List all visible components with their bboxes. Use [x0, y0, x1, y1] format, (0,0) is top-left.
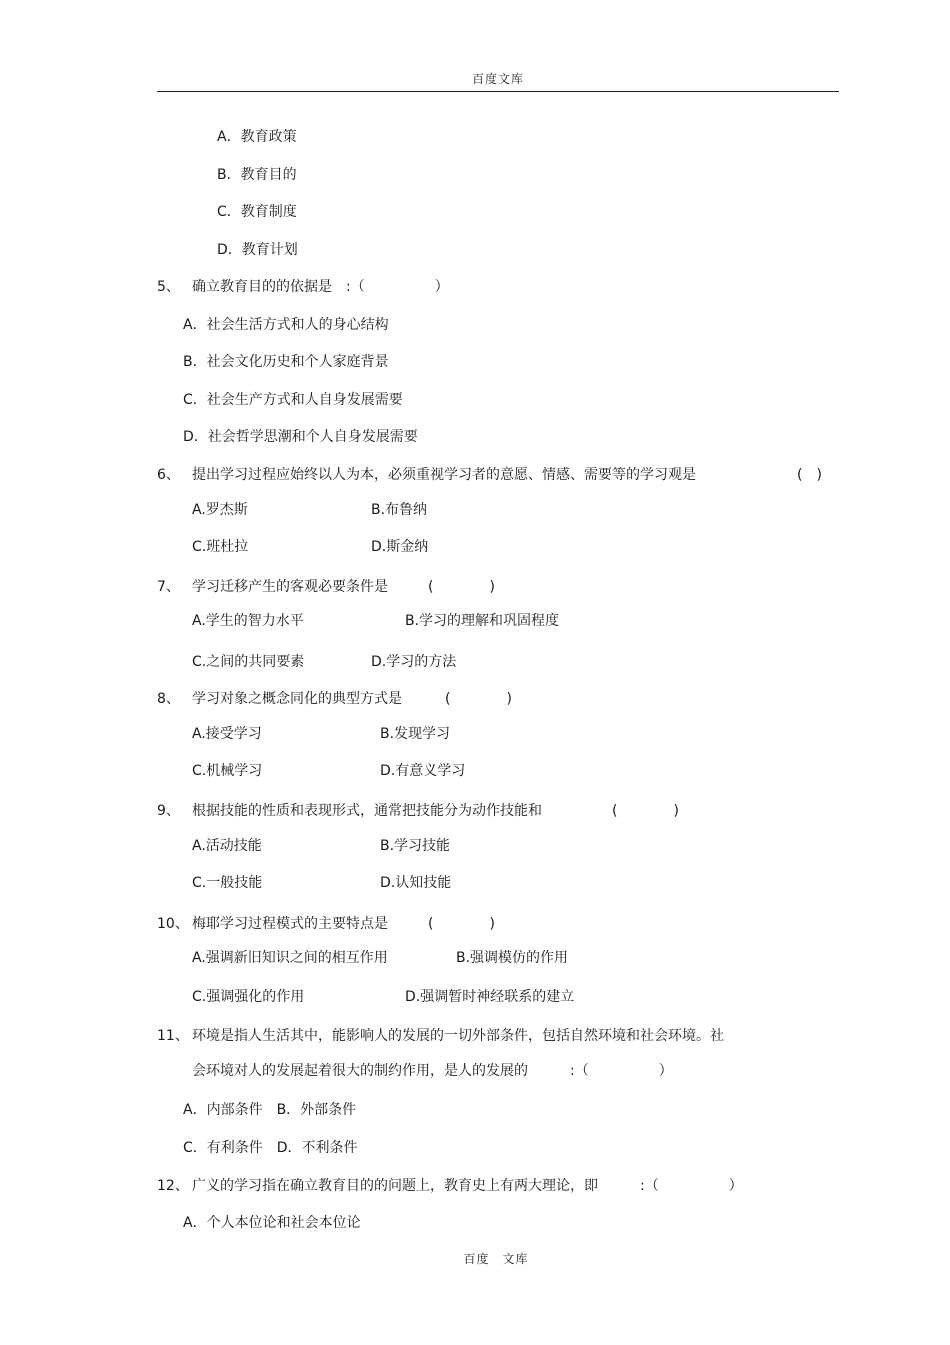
q6-option-c: C.班杜拉: [192, 539, 249, 555]
q9-answer-blank: ( ): [612, 803, 679, 819]
q6-answer-blank: ( ): [797, 467, 822, 483]
q10-number: 10、: [157, 916, 189, 932]
q8-option-d: D.有意义学习: [380, 763, 466, 779]
q11-options-cd: C．有利条件 D．不利条件: [183, 1140, 358, 1156]
q5-option-a: A．社会生活方式和人的身心结构: [183, 317, 389, 333]
q8-question: 学习对象之概念同化的典型方式是: [192, 691, 402, 707]
header-rule: [157, 91, 839, 92]
q11-question-line1: 环境是指人生活其中，能影响人的发展的一切外部条件，包括自然环境和社会环境。社: [192, 1028, 724, 1044]
q5-option-b: B．社会文化历史和个人家庭背景: [183, 354, 389, 370]
q7-option-b: B.学习的理解和巩固程度: [405, 613, 560, 629]
q5-option-d: D．社会哲学思潮和个人自身发展需要: [183, 429, 418, 445]
q9-number: 9、: [157, 803, 180, 819]
q6-option-a: A.罗杰斯: [192, 502, 248, 518]
q7-option-a: A.学生的智力水平: [192, 613, 304, 629]
q7-number: 7、: [157, 579, 180, 595]
q6-number: 6、: [157, 467, 180, 483]
q10-option-d: D.强调暂时神经联系的建立: [405, 989, 575, 1005]
q10-option-c: C.强调强化的作用: [192, 989, 305, 1005]
q8-option-b: B.发现学习: [380, 726, 451, 742]
q10-question: 梅耶学习过程模式的主要特点是: [192, 916, 388, 932]
q5-option-c: C．社会生产方式和人自身发展需要: [183, 392, 403, 408]
q4-option-a: A．教育政策: [217, 129, 297, 145]
q8-option-a: A.接受学习: [192, 726, 262, 742]
q7-option-c: C.之间的共同要素: [192, 654, 305, 670]
q11-number: 11、: [157, 1028, 189, 1044]
q7-option-d: D.学习的方法: [371, 654, 457, 670]
q8-option-c: C.机械学习: [192, 763, 263, 779]
q6-option-d: D.斯金纳: [371, 539, 429, 555]
q11-question-line2: 会环境对人的发展起着很大的制约作用，是人的发展的 :（ ）: [192, 1063, 673, 1079]
q8-number: 8、: [157, 691, 180, 707]
q5-number: 5、: [157, 279, 180, 295]
q11-options-ab: A．内部条件 B．外部条件: [183, 1102, 357, 1118]
q12-option-a: A．个人本位论和社会本位论: [183, 1215, 361, 1231]
q10-answer-blank: ( ): [428, 916, 495, 932]
q8-answer-blank: ( ): [445, 691, 512, 707]
page-header: 百度文库: [471, 72, 524, 86]
q9-option-d: D.认知技能: [380, 875, 452, 891]
q5-question: 确立教育目的的依据是 :（ ）: [192, 279, 449, 295]
q12-question: 广义的学习指在确立教育目的的问题上，教育史上有两大理论，即 :（ ）: [192, 1178, 743, 1194]
q7-answer-blank: ( ): [428, 579, 495, 595]
q10-option-b: B.强调模仿的作用: [456, 950, 569, 966]
q4-option-c: C．教育制度: [217, 204, 297, 220]
q7-question: 学习迁移产生的客观必要条件是: [192, 579, 388, 595]
page-footer: 百度 文库: [463, 1252, 529, 1266]
q4-option-d: D．教育计划: [217, 242, 298, 258]
q6-option-b: B.布鲁纳: [371, 502, 428, 518]
q9-option-c: C.一般技能: [192, 875, 263, 891]
q10-option-a: A.强调新旧知识之间的相互作用: [192, 950, 388, 966]
q9-question: 根据技能的性质和表现形式，通常把技能分为动作技能和: [192, 803, 542, 819]
q12-number: 12、: [157, 1178, 189, 1194]
q6-question: 提出学习过程应始终以人为本，必须重视学习者的意愿、情感、需要等的学习观是: [192, 467, 696, 483]
q4-option-b: B．教育目的: [217, 167, 297, 183]
q9-option-a: A.活动技能: [192, 838, 262, 854]
q9-option-b: B.学习技能: [380, 838, 451, 854]
